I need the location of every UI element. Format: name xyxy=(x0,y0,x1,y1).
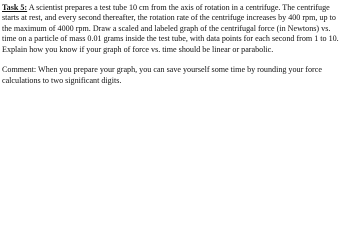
task-text: A scientist prepares a test tube 10 cm from the axis of rotation in a centrifuge. The centrifuge starts at rest, and every second thereafter, the rotation rate of the centrifuge increases by 400 rpm, up to the maximum of 4000 rpm. Draw a scaled and labeled graph of the centrifugal force (in Newtons) vs. time on a particle of mass 0.01 grams inside the test tube, with data points for each second from 1 to 10. Explain how you know if your graph of force vs. time should be linear or parabolic. xyxy=(2,3,339,54)
comment-paragraph: Comment: When you prepare your graph, you can save yourself some time by rounding your force calculations to two significant digits. xyxy=(2,65,322,85)
task-paragraph xyxy=(2,3,346,55)
task-label: Task 5: xyxy=(2,3,28,12)
document-body xyxy=(2,3,346,86)
